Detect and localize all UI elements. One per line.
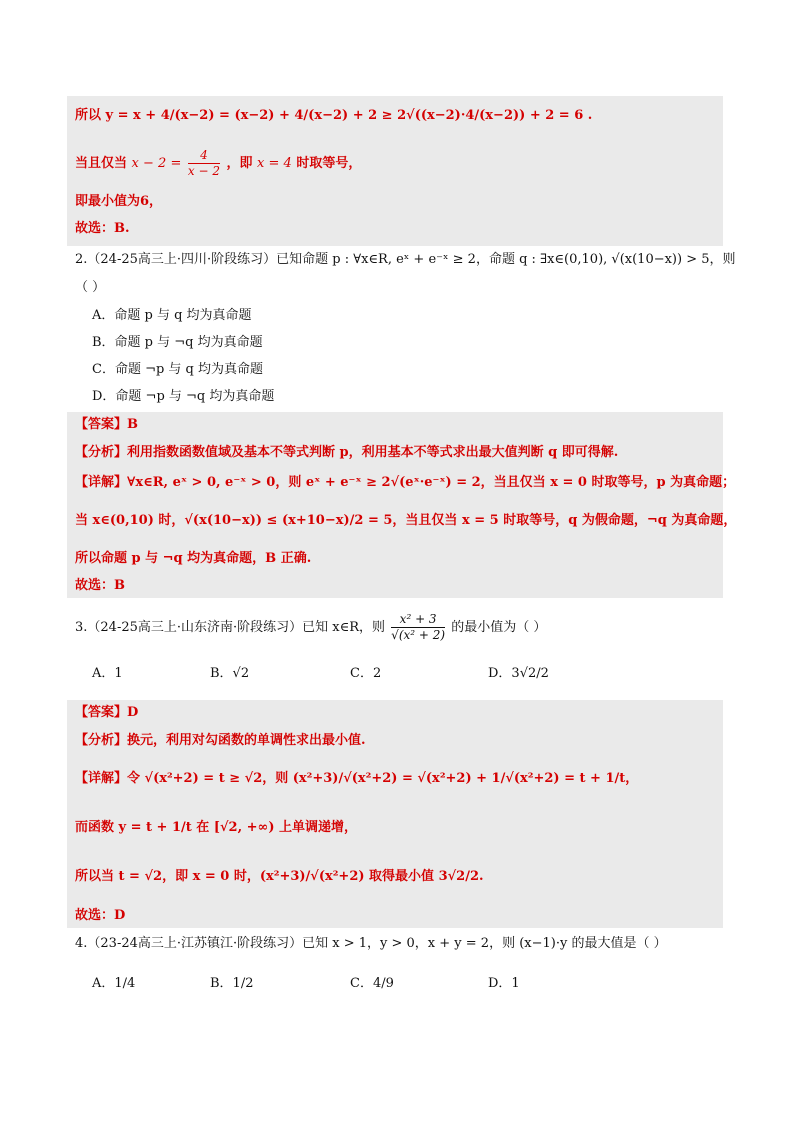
q3-analysis: 【分析】换元，利用对勾函数的单调性求出最小值. xyxy=(75,733,366,748)
solution1-line2 xyxy=(75,148,361,179)
q2-option-a: A．命题 p 与 q 均为真命题 xyxy=(92,308,252,323)
solution1-line2-text-a: 当且仅当 xyxy=(75,156,128,171)
q2-option-d: D．命题 ¬p 与 ¬q 均为真命题 xyxy=(92,389,275,404)
solution1-line2-math: x − 2 = xyxy=(131,156,182,171)
q2-option-b: B．命题 p 与 ¬q 均为真命题 xyxy=(92,335,263,350)
q3-detail-2: 而函数 y = t + 1/t 在 [√2, +∞) 上单调递增， xyxy=(75,820,358,835)
q2-option-c: C．命题 ¬p 与 q 均为真命题 xyxy=(92,362,264,377)
q4-option-a: A．1/4 xyxy=(92,976,136,991)
q2-paren: （ ） xyxy=(75,280,106,295)
q2-choose: 故选：B xyxy=(75,578,125,593)
q3-detail-3: 所以当 t = √2，即 x = 0 时，(x²+3)/√(x²+2) 取得最小值 3√2/2. xyxy=(75,869,484,884)
solution1-line2-text-c: 时取等号， xyxy=(296,156,362,171)
solution1-line1: 所以 y = x + 4/(x−2) = (x−2) + 4/(x−2) + 2 ≥ 2√((x−2)·4/(x−2)) + 2 = 6 . xyxy=(75,108,593,123)
solution1-line2-text-b: ，即 xyxy=(226,156,253,171)
fraction-denominator: √(x² + 2) xyxy=(391,628,446,642)
q3-stem-text-a: 3.（24-25高三上·山东济南·阶段练习）已知 x∈R，则 xyxy=(75,620,386,635)
fraction-denominator: x − 2 xyxy=(187,164,220,178)
q3-option-a: A．1 xyxy=(92,666,123,681)
q3-stem-text-b: 的最小值为（ ） xyxy=(451,620,547,635)
fraction-numerator: 4 xyxy=(188,148,220,164)
q4-stem: 4.（23-24高三上·江苏镇江·阶段练习）已知 x > 1，y > 0，x + y = 2，则 (x−1)·y 的最大值是（ ） xyxy=(75,936,667,951)
q3-detail-1: 【详解】令 √(x²+2) = t ≥ √2，则 (x²+3)/√(x²+2) = √(x²+2) + 1/√(x²+2) = t + 1/t， xyxy=(75,771,639,786)
q4-option-b: B．1/2 xyxy=(210,976,254,991)
fraction-numerator: x² + 3 xyxy=(391,612,445,628)
q4-option-c: C．4/9 xyxy=(350,976,394,991)
q2-stem: 2.（24-25高三上·四川·阶段练习）已知命题 p : ∀x∈R, eˣ + e⁻ˣ ≥ 2，命题 q : ∃x∈(0,10), √(x(10−x)) > 5，则 xyxy=(75,252,736,267)
q2-detail-1: 【详解】∀x∈R, eˣ > 0, e⁻ˣ > 0，则 eˣ + e⁻ˣ ≥ 2√(eˣ·e⁻ˣ) = 2，当且仅当 x = 0 时取等号，p 为真命题； xyxy=(75,475,736,490)
q3-stem xyxy=(75,612,546,643)
solution1-min-value: 即最小值为6， xyxy=(75,194,163,209)
q2-detail-3: 所以命题 p 与 ¬q 均为真命题，B 正确. xyxy=(75,551,312,566)
q2-answer: 【答案】B xyxy=(75,417,138,432)
solution1-choose: 故选：B. xyxy=(75,221,130,236)
q3-option-d: D．3√2/2 xyxy=(488,666,549,681)
q3-answer: 【答案】D xyxy=(75,705,139,720)
q3-stem-fraction xyxy=(391,612,445,643)
q2-analysis: 【分析】利用指数函数值域及基本不等式判断 p，利用基本不等式求出最大值判断 q 即可得解. xyxy=(75,445,619,460)
solution1-line2-fraction xyxy=(188,148,220,179)
solution-block-2 xyxy=(67,412,723,598)
q3-option-c: C．2 xyxy=(350,666,382,681)
q2-detail-2: 当 x∈(0,10) 时，√(x(10−x)) ≤ (x+10−x)/2 = 5，当且仅当 x = 5 时取等号，q 为假命题，¬q 为真命题， xyxy=(75,513,737,528)
q4-option-d: D．1 xyxy=(488,976,520,991)
q3-choose: 故选：D xyxy=(75,908,126,923)
q3-option-b: B．√2 xyxy=(210,666,250,681)
solution1-line2-math2: x = 4 xyxy=(257,156,292,171)
